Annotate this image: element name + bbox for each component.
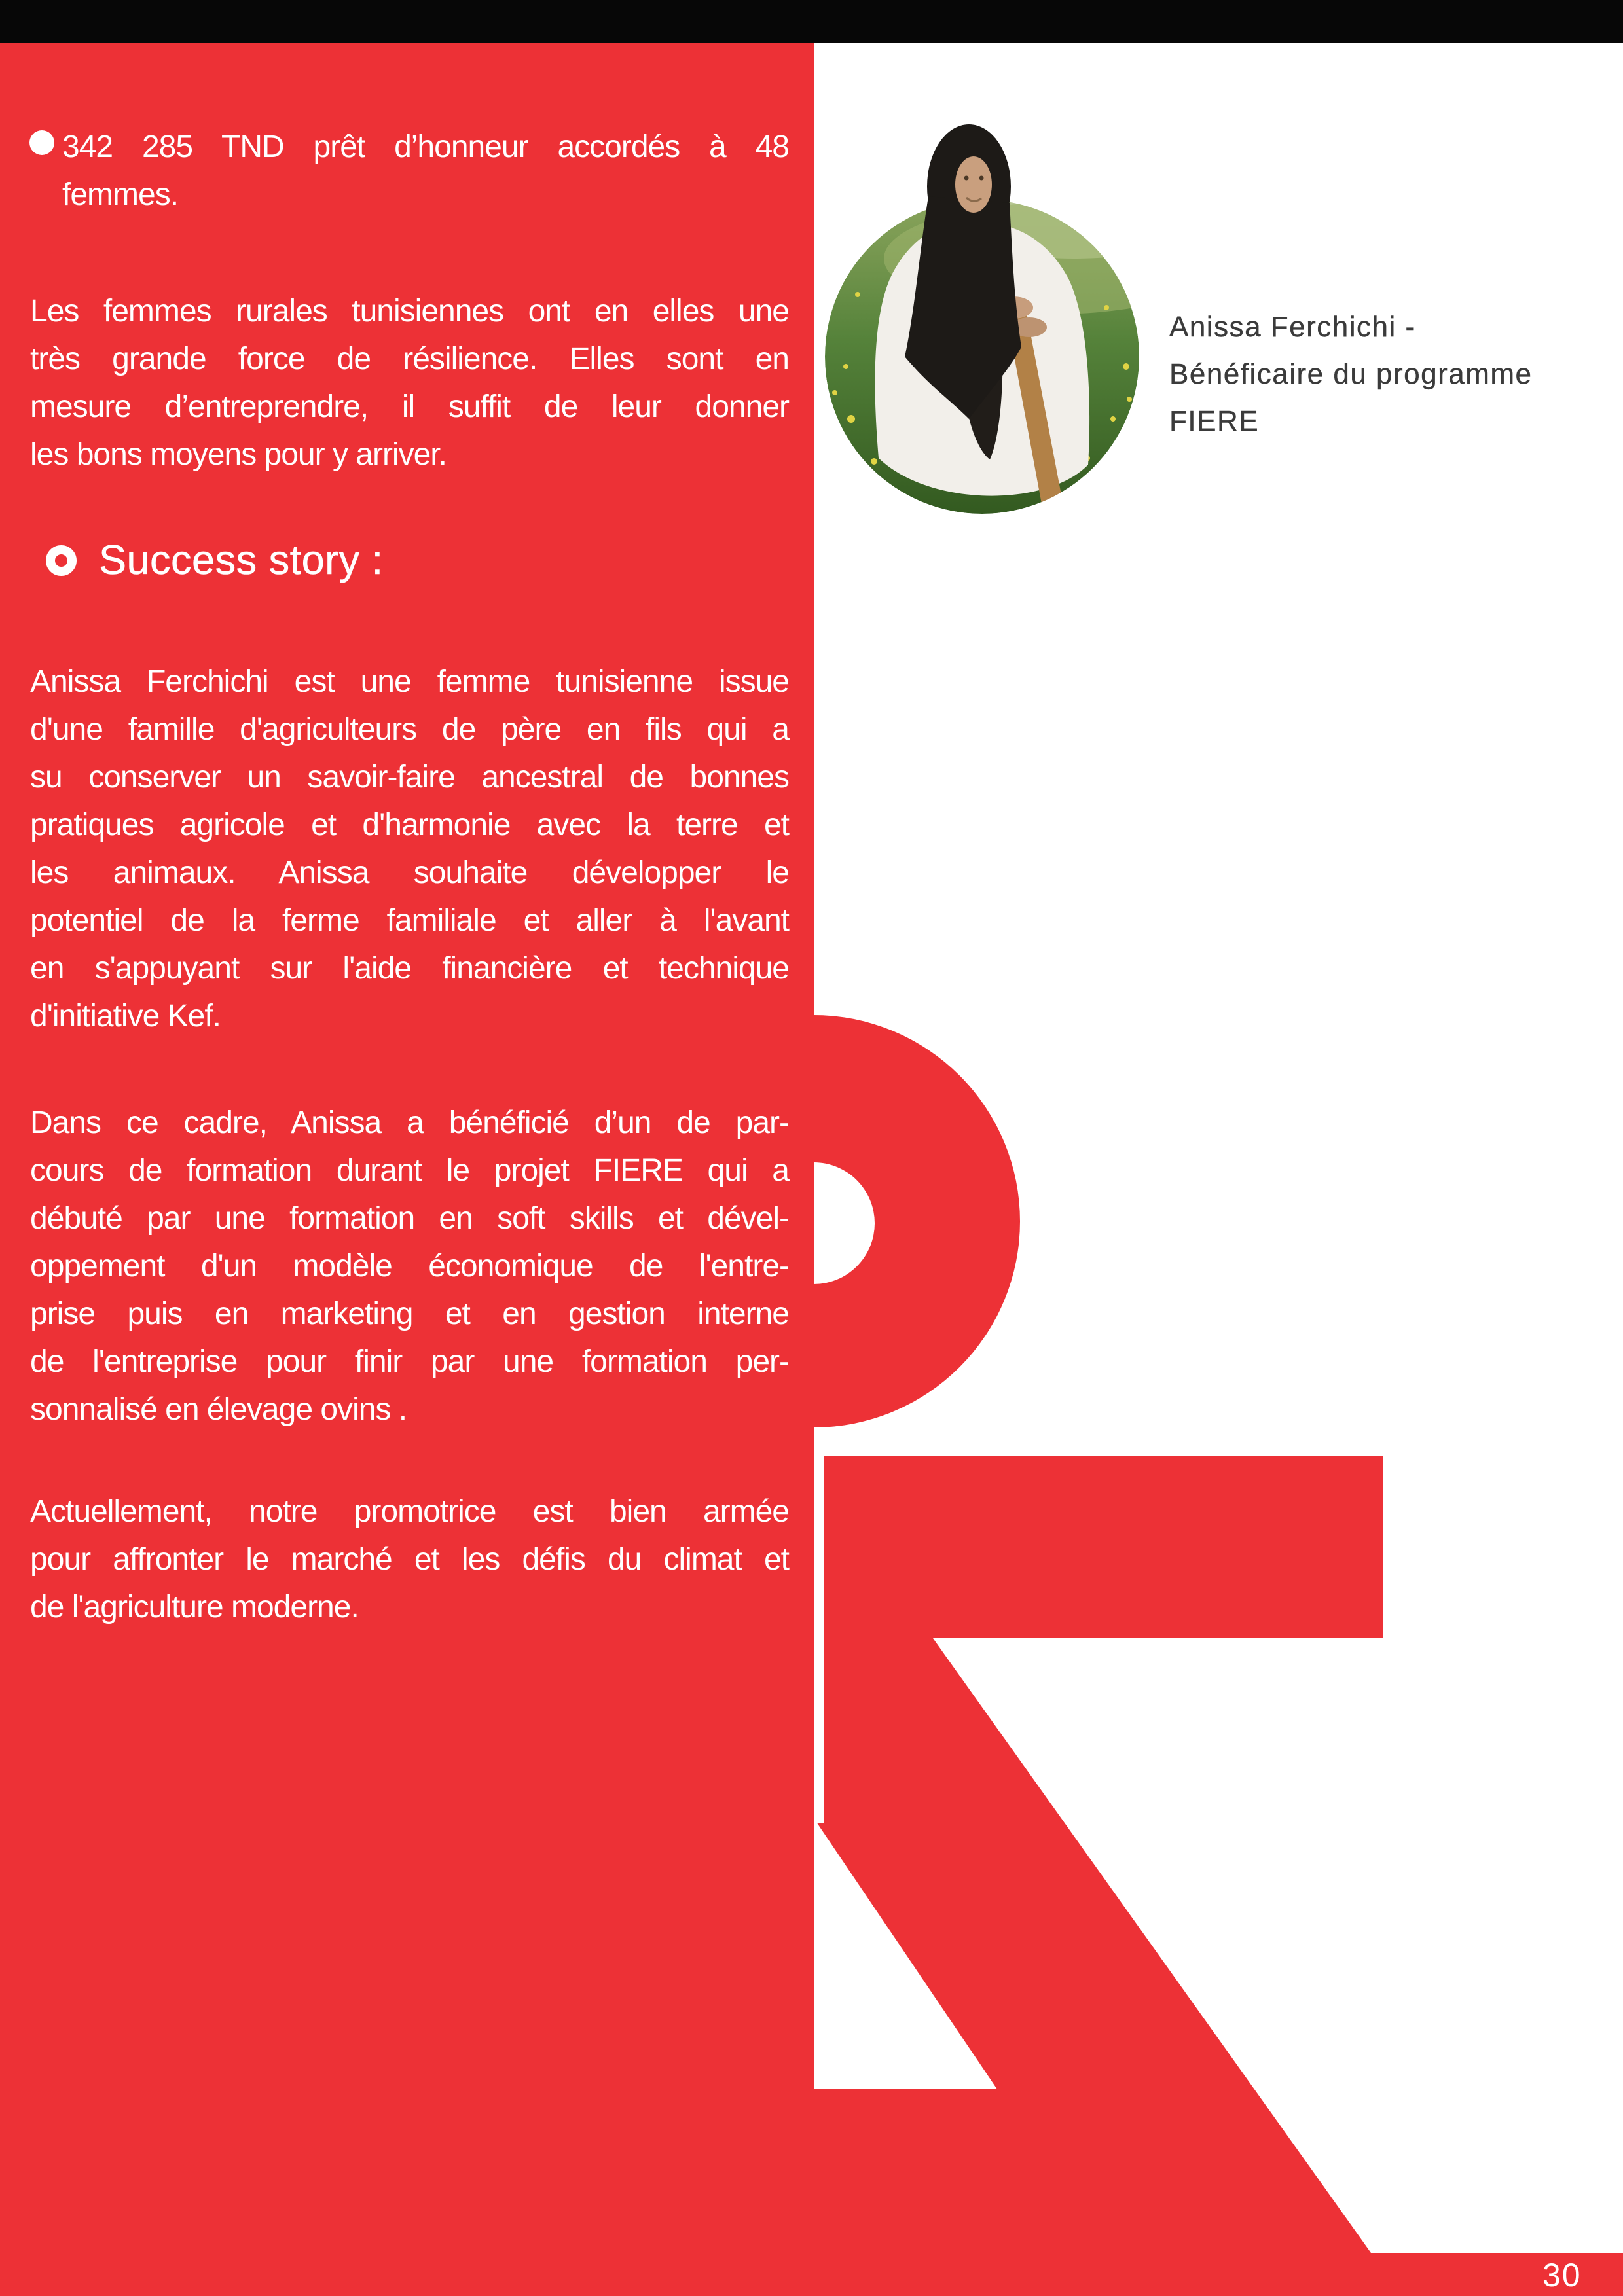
story-paragraph-3	[30, 1488, 789, 1631]
paragraph-line: de l'entreprise pour finir par une formation per-	[30, 1344, 789, 1379]
paragraph-line: Anissa Ferchichi est une femme tunisienne issue	[30, 664, 789, 699]
heading-label: Success story :	[99, 537, 384, 583]
paragraph-line: pratiques agricole et d'harmonie avec la terre et	[30, 808, 789, 842]
caption-name: Anissa Ferchichi -	[1169, 311, 1416, 343]
paragraph-line: prise puis en marketing et en gestion interne	[30, 1297, 789, 1331]
loan-bullet-item	[62, 123, 789, 219]
bullet-line: femmes.	[62, 177, 179, 212]
page-number: 30	[1542, 2257, 1582, 2293]
intro-paragraph	[30, 287, 789, 478]
paragraph-line: sonnalisé en élevage ovins .	[30, 1392, 407, 1427]
paragraph-line: de l'agriculture moderne.	[30, 1590, 359, 1624]
ring-bullet-icon	[46, 545, 77, 576]
bullet-line: 342 285 TND prêt d’honneur accordés à 48	[62, 130, 789, 164]
paragraph-line: d'initiative Kef.	[30, 999, 221, 1033]
stencil-gap	[814, 1456, 824, 1823]
paragraph-line: en s'appuyant sur l'aide financière et technique	[30, 951, 789, 986]
letter-arm-shape	[814, 1456, 1383, 1638]
fiere-letter-graphic	[814, 1015, 1383, 2253]
photo-face	[955, 156, 992, 213]
paragraph-line: potentiel de la ferme familiale et aller à l'avant	[30, 903, 789, 938]
paragraph-line: cours de formation durant le projet FIERE qui a	[30, 1153, 789, 1188]
photo-eye-right	[979, 176, 984, 181]
paragraph-line: les animaux. Anissa souhaite développer le	[30, 855, 789, 890]
paragraph-line: débuté par une formation en soft skills et dével-	[30, 1201, 789, 1236]
bottom-red-strip	[814, 2253, 1623, 2296]
success-story-heading	[46, 537, 384, 584]
story-paragraph-1	[30, 658, 789, 1040]
paragraph-line: très grande force de résilience. Elles sont en	[30, 342, 789, 376]
paragraph-line: Dans ce cadre, Anissa a bénéficié d’un de par-	[30, 1105, 789, 1140]
beneficiary-photo	[825, 124, 1224, 514]
photo-eye-left	[964, 176, 969, 181]
story-paragraph-2	[30, 1099, 789, 1433]
caption-programme: FIERE	[1169, 405, 1260, 437]
paragraph-line: d'une famille d'agriculteurs de père en fils qui a	[30, 712, 789, 747]
top-black-bar	[0, 0, 1623, 43]
paragraph-line: su conserver un savoir-faire ancestral de bonnes	[30, 760, 789, 795]
photo-caption	[1169, 304, 1614, 445]
paragraph-line: mesure d’entreprendre, il suffit de leur donner	[30, 389, 789, 424]
paragraph-line: pour affronter le marché et les défis du climat et	[30, 1542, 789, 1577]
paragraph-line: les bons moyens pour y arriver.	[30, 437, 447, 472]
paragraph-line: oppement d'un modèle économique de l'entre-	[30, 1249, 789, 1283]
bullet-dot-icon	[29, 130, 54, 155]
caption-role: Bénéficaire du programme	[1169, 358, 1533, 390]
paragraph-line: Les femmes rurales tunisiennes ont en elles une	[30, 294, 789, 329]
paragraph-line: Actuellement, notre promotrice est bien armée	[30, 1494, 789, 1529]
